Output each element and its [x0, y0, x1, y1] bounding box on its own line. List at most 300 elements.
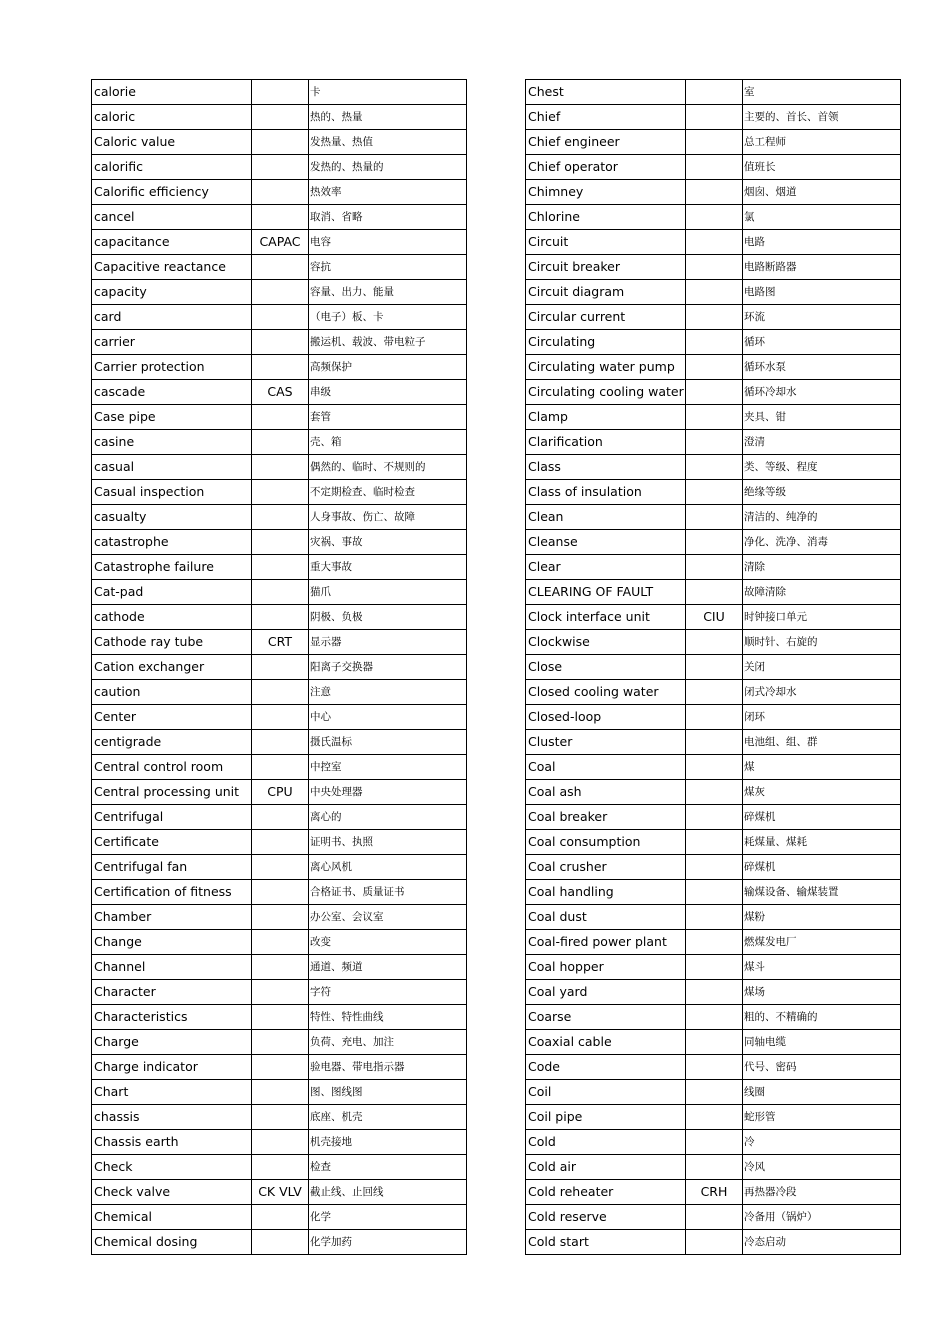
- term-cell: Chief: [526, 105, 686, 130]
- table-row: [526, 780, 901, 805]
- table-row: [526, 680, 901, 705]
- chinese-translation-cell: 中心: [309, 705, 467, 730]
- abbreviation-cell: CAPAC: [252, 230, 309, 255]
- table-row: [92, 1130, 467, 1155]
- term-cell: Chamber: [92, 905, 252, 930]
- chinese-translation-cell: 循环: [743, 330, 901, 355]
- table-row: [92, 730, 467, 755]
- table-row: [92, 880, 467, 905]
- abbreviation-cell: [686, 105, 743, 130]
- table-row: [92, 630, 467, 655]
- chinese-translation-cell: 化学加药: [309, 1230, 467, 1255]
- chinese-translation-cell: 碎煤机: [743, 805, 901, 830]
- table-row: [92, 305, 467, 330]
- term-cell: capacitance: [92, 230, 252, 255]
- chinese-translation-cell: 代号、密码: [743, 1055, 901, 1080]
- abbreviation-cell: [686, 205, 743, 230]
- term-cell: Chief operator: [526, 155, 686, 180]
- abbreviation-cell: [686, 330, 743, 355]
- chinese-translation-cell: 煤: [743, 755, 901, 780]
- abbreviation-cell: [252, 930, 309, 955]
- table-row: [92, 1055, 467, 1080]
- term-cell: Coal consumption: [526, 830, 686, 855]
- table-row: [526, 630, 901, 655]
- term-cell: Capacitive reactance: [92, 255, 252, 280]
- chinese-translation-cell: 验电器、带电指示器: [309, 1055, 467, 1080]
- term-cell: Casual inspection: [92, 480, 252, 505]
- abbreviation-cell: [252, 280, 309, 305]
- table-row: [92, 105, 467, 130]
- abbreviation-cell: [252, 1155, 309, 1180]
- term-cell: Clean: [526, 505, 686, 530]
- term-cell: Coal hopper: [526, 955, 686, 980]
- abbreviation-cell: [686, 680, 743, 705]
- abbreviation-cell: [252, 555, 309, 580]
- term-cell: Cold: [526, 1130, 686, 1155]
- table-row: [526, 730, 901, 755]
- term-cell: Coarse: [526, 1005, 686, 1030]
- term-cell: catastrophe: [92, 530, 252, 555]
- table-row: [92, 1230, 467, 1255]
- chinese-translation-cell: 电路图: [743, 280, 901, 305]
- chinese-translation-cell: 离心的: [309, 805, 467, 830]
- table-row: [92, 755, 467, 780]
- abbreviation-cell: [686, 355, 743, 380]
- abbreviation-cell: [686, 280, 743, 305]
- chinese-translation-cell: 猫爪: [309, 580, 467, 605]
- table-row: [526, 455, 901, 480]
- chinese-translation-cell: 中央处理器: [309, 780, 467, 805]
- table-row: [526, 1030, 901, 1055]
- abbreviation-cell: [686, 780, 743, 805]
- abbreviation-cell: [252, 580, 309, 605]
- chinese-translation-cell: 煤斗: [743, 955, 901, 980]
- term-cell: Closed cooling water: [526, 680, 686, 705]
- abbreviation-cell: CIU: [686, 605, 743, 630]
- table-row: [526, 230, 901, 255]
- abbreviation-cell: [252, 480, 309, 505]
- term-cell: Code: [526, 1055, 686, 1080]
- table-row: [526, 1230, 901, 1255]
- term-cell: Catastrophe failure: [92, 555, 252, 580]
- chinese-translation-cell: 搬运机、载波、带电粒子: [309, 330, 467, 355]
- abbreviation-cell: [686, 1030, 743, 1055]
- abbreviation-cell: [686, 305, 743, 330]
- table-row: [92, 280, 467, 305]
- term-cell: Cleanse: [526, 530, 686, 555]
- chinese-translation-cell: 煤灰: [743, 780, 901, 805]
- term-cell: calorie: [92, 80, 252, 105]
- abbreviation-cell: [686, 1080, 743, 1105]
- abbreviation-cell: [252, 730, 309, 755]
- table-row: [526, 280, 901, 305]
- table-row: [92, 855, 467, 880]
- chinese-translation-cell: 净化、洗净、消毒: [743, 530, 901, 555]
- table-row: [92, 1080, 467, 1105]
- chinese-translation-cell: 取消、省略: [309, 205, 467, 230]
- table-row: [92, 705, 467, 730]
- table-row: [92, 830, 467, 855]
- chinese-translation-cell: 化学: [309, 1205, 467, 1230]
- table-row: [92, 655, 467, 680]
- term-cell: Cold reserve: [526, 1205, 686, 1230]
- chinese-translation-cell: 室: [743, 80, 901, 105]
- table-row: [92, 155, 467, 180]
- table-row: [526, 905, 901, 930]
- table-row: [92, 480, 467, 505]
- chinese-translation-cell: 阳离子交换器: [309, 655, 467, 680]
- table-row: [92, 1030, 467, 1055]
- term-cell: Character: [92, 980, 252, 1005]
- chinese-translation-cell: 特性、特性曲线: [309, 1005, 467, 1030]
- chinese-translation-cell: 粗的、不精确的: [743, 1005, 901, 1030]
- abbreviation-cell: [252, 255, 309, 280]
- abbreviation-cell: [686, 880, 743, 905]
- table-row: [526, 705, 901, 730]
- table-row: [92, 580, 467, 605]
- abbreviation-cell: [252, 455, 309, 480]
- abbreviation-cell: [686, 955, 743, 980]
- abbreviation-cell: [686, 705, 743, 730]
- term-cell: Check: [92, 1155, 252, 1180]
- term-cell: Caloric value: [92, 130, 252, 155]
- abbreviation-cell: [686, 1055, 743, 1080]
- chinese-translation-cell: 冷: [743, 1130, 901, 1155]
- chinese-translation-cell: 热效率: [309, 180, 467, 205]
- term-cell: Circuit breaker: [526, 255, 686, 280]
- table-row: [92, 505, 467, 530]
- table-row: [92, 805, 467, 830]
- abbreviation-cell: [686, 1205, 743, 1230]
- chinese-translation-cell: 负荷、充电、加注: [309, 1030, 467, 1055]
- table-row: [526, 755, 901, 780]
- table-row: [92, 130, 467, 155]
- abbreviation-cell: [686, 180, 743, 205]
- term-cell: Central processing unit: [92, 780, 252, 805]
- term-cell: casualty: [92, 505, 252, 530]
- table-row: [526, 180, 901, 205]
- abbreviation-cell: [252, 1030, 309, 1055]
- term-cell: Coil: [526, 1080, 686, 1105]
- abbreviation-cell: [686, 1105, 743, 1130]
- chinese-translation-cell: 环流: [743, 305, 901, 330]
- table-row: [92, 205, 467, 230]
- chinese-translation-cell: 再热器冷段: [743, 1180, 901, 1205]
- term-cell: Cluster: [526, 730, 686, 755]
- abbreviation-cell: [252, 1105, 309, 1130]
- term-cell: centigrade: [92, 730, 252, 755]
- table-row: [526, 1105, 901, 1130]
- abbreviation-cell: [686, 530, 743, 555]
- term-cell: Calorific efficiency: [92, 180, 252, 205]
- term-cell: cancel: [92, 205, 252, 230]
- abbreviation-cell: [252, 955, 309, 980]
- abbreviation-cell: [686, 930, 743, 955]
- chinese-translation-cell: 故障清除: [743, 580, 901, 605]
- chinese-translation-cell: 主要的、首长、首领: [743, 105, 901, 130]
- abbreviation-cell: [252, 105, 309, 130]
- table-row: [92, 180, 467, 205]
- chinese-translation-cell: 重大事故: [309, 555, 467, 580]
- table-row: [92, 780, 467, 805]
- table-row: [526, 1055, 901, 1080]
- abbreviation-cell: [252, 355, 309, 380]
- term-cell: Centrifugal: [92, 805, 252, 830]
- term-cell: Clock interface unit: [526, 605, 686, 630]
- table-row: [526, 355, 901, 380]
- abbreviation-cell: CRT: [252, 630, 309, 655]
- table-row: [526, 1080, 901, 1105]
- abbreviation-cell: [686, 630, 743, 655]
- chinese-translation-cell: 卡: [309, 80, 467, 105]
- glossary-table-left: [91, 79, 467, 1255]
- chinese-translation-cell: 闭式冷却水: [743, 680, 901, 705]
- abbreviation-cell: [252, 130, 309, 155]
- table-row: [526, 1155, 901, 1180]
- abbreviation-cell: [686, 430, 743, 455]
- table-row: [526, 380, 901, 405]
- term-cell: Coal: [526, 755, 686, 780]
- table-row: [526, 430, 901, 455]
- abbreviation-cell: [252, 880, 309, 905]
- abbreviation-cell: [686, 555, 743, 580]
- abbreviation-cell: [252, 405, 309, 430]
- chinese-translation-cell: 壳、箱: [309, 430, 467, 455]
- abbreviation-cell: CK VLV: [252, 1180, 309, 1205]
- chinese-translation-cell: 发热量、热值: [309, 130, 467, 155]
- chinese-translation-cell: 煤粉: [743, 905, 901, 930]
- chinese-translation-cell: 显示器: [309, 630, 467, 655]
- abbreviation-cell: [686, 480, 743, 505]
- chinese-translation-cell: 顺时针、右旋的: [743, 630, 901, 655]
- chinese-translation-cell: 总工程师: [743, 130, 901, 155]
- table-row: [526, 655, 901, 680]
- table-row: [526, 605, 901, 630]
- term-cell: Chemical: [92, 1205, 252, 1230]
- chinese-translation-cell: （电子）板、卡: [309, 305, 467, 330]
- abbreviation-cell: [252, 305, 309, 330]
- chinese-translation-cell: 耗煤量、煤耗: [743, 830, 901, 855]
- table-row: [526, 155, 901, 180]
- chinese-translation-cell: 图、图线图: [309, 1080, 467, 1105]
- chinese-translation-cell: 合格证书、质量证书: [309, 880, 467, 905]
- chinese-translation-cell: 值班长: [743, 155, 901, 180]
- table-row: [526, 1130, 901, 1155]
- glossary-table-right: [525, 79, 901, 1255]
- term-cell: Cold start: [526, 1230, 686, 1255]
- abbreviation-cell: [252, 755, 309, 780]
- chinese-translation-cell: 时钟接口单元: [743, 605, 901, 630]
- chinese-translation-cell: 清洁的、纯净的: [743, 505, 901, 530]
- table-row: [526, 530, 901, 555]
- chinese-translation-cell: 不定期检查、临时检查: [309, 480, 467, 505]
- table-row: [92, 680, 467, 705]
- abbreviation-cell: CRH: [686, 1180, 743, 1205]
- abbreviation-cell: [252, 530, 309, 555]
- term-cell: calorific: [92, 155, 252, 180]
- chinese-translation-cell: 线圈: [743, 1080, 901, 1105]
- chinese-translation-cell: 阴极、负极: [309, 605, 467, 630]
- term-cell: Cation exchanger: [92, 655, 252, 680]
- abbreviation-cell: [252, 905, 309, 930]
- term-cell: caution: [92, 680, 252, 705]
- abbreviation-cell: [252, 1205, 309, 1230]
- chinese-translation-cell: 离心风机: [309, 855, 467, 880]
- term-cell: Clockwise: [526, 630, 686, 655]
- chinese-translation-cell: 冷风: [743, 1155, 901, 1180]
- chinese-translation-cell: 套管: [309, 405, 467, 430]
- chinese-translation-cell: 煤场: [743, 980, 901, 1005]
- table-row: [526, 80, 901, 105]
- term-cell: Circular current: [526, 305, 686, 330]
- table-row: [526, 980, 901, 1005]
- term-cell: Chassis earth: [92, 1130, 252, 1155]
- abbreviation-cell: CPU: [252, 780, 309, 805]
- abbreviation-cell: [686, 805, 743, 830]
- term-cell: Coal crusher: [526, 855, 686, 880]
- table-row: [92, 230, 467, 255]
- chinese-translation-cell: 发热的、热量的: [309, 155, 467, 180]
- term-cell: Closed-loop: [526, 705, 686, 730]
- table-row: [92, 355, 467, 380]
- term-cell: Coal yard: [526, 980, 686, 1005]
- table-row: [526, 305, 901, 330]
- abbreviation-cell: [686, 1005, 743, 1030]
- table-row: [526, 805, 901, 830]
- term-cell: Charge indicator: [92, 1055, 252, 1080]
- table-row: [526, 205, 901, 230]
- abbreviation-cell: [252, 1055, 309, 1080]
- chinese-translation-cell: 输煤设备、输煤装置: [743, 880, 901, 905]
- abbreviation-cell: [686, 580, 743, 605]
- term-cell: Coaxial cable: [526, 1030, 686, 1055]
- table-row: [526, 555, 901, 580]
- chinese-translation-cell: 氯: [743, 205, 901, 230]
- abbreviation-cell: [686, 905, 743, 930]
- chinese-translation-cell: 热的、热量: [309, 105, 467, 130]
- chinese-translation-cell: 循环冷却水: [743, 380, 901, 405]
- abbreviation-cell: [252, 205, 309, 230]
- term-cell: Chlorine: [526, 205, 686, 230]
- chinese-translation-cell: 烟囱、烟道: [743, 180, 901, 205]
- term-cell: Chief engineer: [526, 130, 686, 155]
- abbreviation-cell: [686, 255, 743, 280]
- chinese-translation-cell: 电路: [743, 230, 901, 255]
- chinese-translation-cell: 容抗: [309, 255, 467, 280]
- table-row: [92, 255, 467, 280]
- term-cell: Central control room: [92, 755, 252, 780]
- term-cell: Clarification: [526, 430, 686, 455]
- term-cell: Chest: [526, 80, 686, 105]
- term-cell: cascade: [92, 380, 252, 405]
- chinese-translation-cell: 同轴电缆: [743, 1030, 901, 1055]
- term-cell: carrier: [92, 330, 252, 355]
- abbreviation-cell: [686, 405, 743, 430]
- chinese-translation-cell: 灾祸、事故: [309, 530, 467, 555]
- abbreviation-cell: [686, 80, 743, 105]
- table-row: [526, 255, 901, 280]
- table-row: [92, 955, 467, 980]
- term-cell: Circulating cooling water: [526, 380, 686, 405]
- chinese-translation-cell: 高频保护: [309, 355, 467, 380]
- chinese-translation-cell: 办公室、会议室: [309, 905, 467, 930]
- term-cell: Close: [526, 655, 686, 680]
- table-row: [92, 1105, 467, 1130]
- abbreviation-cell: [252, 1080, 309, 1105]
- chinese-translation-cell: 类、等级、程度: [743, 455, 901, 480]
- term-cell: cathode: [92, 605, 252, 630]
- term-cell: Channel: [92, 955, 252, 980]
- table-row: [92, 1205, 467, 1230]
- abbreviation-cell: [252, 830, 309, 855]
- table-row: [92, 80, 467, 105]
- chinese-translation-cell: 电容: [309, 230, 467, 255]
- chinese-translation-cell: 碎煤机: [743, 855, 901, 880]
- table-row: [92, 1005, 467, 1030]
- table-row: [526, 1205, 901, 1230]
- abbreviation-cell: [686, 230, 743, 255]
- table-row: [526, 1005, 901, 1030]
- abbreviation-cell: [686, 1155, 743, 1180]
- chinese-translation-cell: 电路断路器: [743, 255, 901, 280]
- chinese-translation-cell: 夹具、钳: [743, 405, 901, 430]
- abbreviation-cell: [686, 1130, 743, 1155]
- abbreviation-cell: [252, 80, 309, 105]
- abbreviation-cell: [686, 155, 743, 180]
- abbreviation-cell: [686, 830, 743, 855]
- table-row: [92, 980, 467, 1005]
- term-cell: Center: [92, 705, 252, 730]
- abbreviation-cell: [686, 655, 743, 680]
- chinese-translation-cell: 冷态启动: [743, 1230, 901, 1255]
- chinese-translation-cell: 循环水泵: [743, 355, 901, 380]
- table-row: [526, 580, 901, 605]
- term-cell: card: [92, 305, 252, 330]
- term-cell: Chart: [92, 1080, 252, 1105]
- abbreviation-cell: [686, 755, 743, 780]
- term-cell: Charge: [92, 1030, 252, 1055]
- term-cell: Circuit diagram: [526, 280, 686, 305]
- table-row: [526, 855, 901, 880]
- abbreviation-cell: [252, 505, 309, 530]
- abbreviation-cell: [686, 380, 743, 405]
- table-row: [92, 405, 467, 430]
- abbreviation-cell: [252, 655, 309, 680]
- abbreviation-cell: [252, 330, 309, 355]
- chinese-translation-cell: 证明书、执照: [309, 830, 467, 855]
- abbreviation-cell: [252, 805, 309, 830]
- term-cell: Coal handling: [526, 880, 686, 905]
- term-cell: Case pipe: [92, 405, 252, 430]
- abbreviation-cell: CAS: [252, 380, 309, 405]
- table-row: [92, 930, 467, 955]
- table-row: [92, 1155, 467, 1180]
- abbreviation-cell: [686, 730, 743, 755]
- table-row: [526, 880, 901, 905]
- table-row: [526, 955, 901, 980]
- chinese-translation-cell: 改变: [309, 930, 467, 955]
- term-cell: Circuit: [526, 230, 686, 255]
- term-cell: Chimney: [526, 180, 686, 205]
- term-cell: capacity: [92, 280, 252, 305]
- term-cell: Carrier protection: [92, 355, 252, 380]
- table-row: [526, 480, 901, 505]
- term-cell: casine: [92, 430, 252, 455]
- table-row: [526, 830, 901, 855]
- term-cell: Centrifugal fan: [92, 855, 252, 880]
- abbreviation-cell: [252, 680, 309, 705]
- abbreviation-cell: [686, 130, 743, 155]
